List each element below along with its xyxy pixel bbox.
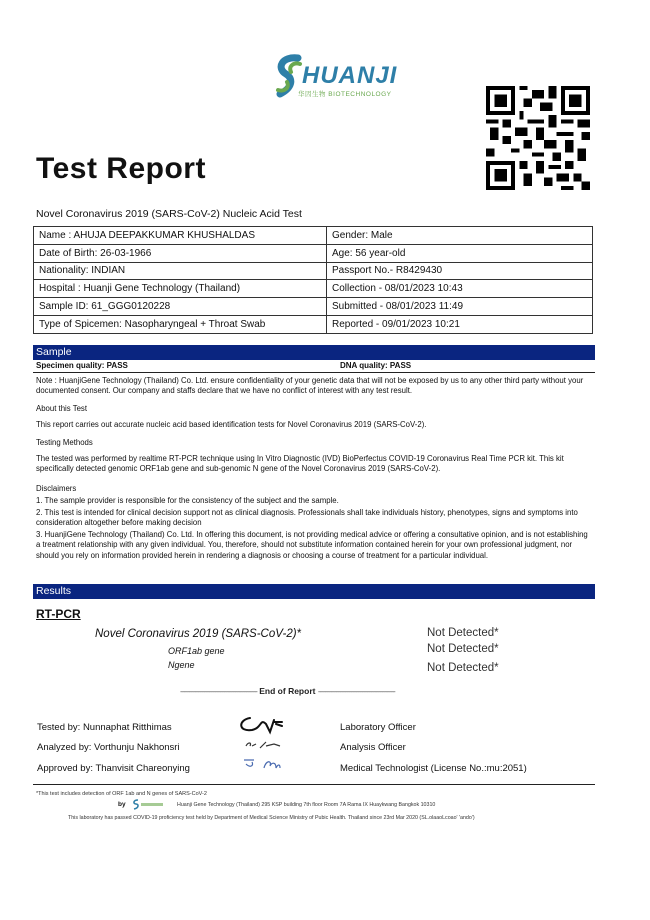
about-text: This report carries out accurate nucleic acid based identification tests for Novel Coronavirus 2019 (SARS-CoV-2). bbox=[36, 420, 427, 429]
result-value-n-gene: Not Detected* bbox=[427, 662, 499, 674]
huanji-mini-logo-icon bbox=[132, 799, 166, 810]
specimen-quality: Specimen quality: PASS bbox=[36, 361, 128, 370]
result-name-sars-cov-2: Novel Coronavirus 2019 (SARS-CoV-2)* bbox=[95, 628, 302, 640]
test-subtitle: Novel Coronavirus 2019 (SARS-CoV-2) Nucleic Acid Test bbox=[36, 208, 302, 220]
result-value-sars-cov-2: Not Detected* bbox=[427, 627, 499, 639]
result-name-orf1ab: ORF1ab gene bbox=[168, 646, 225, 656]
about-heading: About this Test bbox=[36, 404, 87, 413]
footer-by: by bbox=[118, 801, 126, 808]
tested-by: Tested by: Nunnaphat Ritthimas bbox=[37, 722, 172, 733]
method-heading: RT-PCR bbox=[36, 607, 81, 621]
brand-subtitle: 华因生物 BIOTECHNOLOGY bbox=[298, 91, 392, 98]
disclaimer-2: 2. This test is intended for clinical decision support not as clinical diagnosis. Professionals shall take individuals history, phenotypes, signs and symptoms into consideration altogether before making decision bbox=[36, 508, 578, 528]
table-row bbox=[34, 298, 593, 316]
table-row bbox=[34, 227, 593, 245]
gender: Gender: Male bbox=[327, 227, 593, 245]
quality-row bbox=[36, 361, 592, 370]
patient-name: Name : AHUJA DEEPAKKUMAR KHUSHALDAS bbox=[34, 227, 327, 245]
table-row bbox=[34, 262, 593, 280]
confidentiality-note: Note : HuanjiGene Technology (Thailand) Co. Ltd. ensure confidentiality of your genetic data that will not be exposed by us to any other third party without your documented consent. Our company and staffs declare that we have no conflict of interest with any test result. bbox=[36, 376, 584, 396]
end-of-report-label: End of Report bbox=[259, 686, 316, 696]
nationality: Nationality: INDIAN bbox=[34, 262, 327, 280]
signatures-icon bbox=[236, 712, 306, 778]
passport-number: Passport No.- R8429430 bbox=[327, 262, 593, 280]
submitted-time: Submitted - 08/01/2023 11:49 bbox=[327, 298, 593, 316]
huanji-logo bbox=[272, 54, 422, 102]
patient-info-table bbox=[33, 226, 593, 334]
age: Age: 56 year-old bbox=[327, 244, 593, 262]
qr-code-icon bbox=[486, 86, 590, 190]
disclaimer-1: 1. The sample provider is responsible for the consistency of the subject and the sample. bbox=[36, 496, 339, 505]
hospital: Hospital : Huanji Gene Technology (Thailand) bbox=[34, 280, 327, 298]
sample-id: Sample ID: 61_GGG0120228 bbox=[34, 298, 327, 316]
date-of-birth: Date of Birth: 26-03-1966 bbox=[34, 244, 327, 262]
table-row bbox=[34, 280, 593, 298]
divider bbox=[33, 372, 595, 373]
tested-by-role: Laboratory Officer bbox=[340, 722, 416, 733]
specimen-type: Type of Spicemen: Nasopharyngeal + Throat Swab bbox=[34, 315, 327, 333]
sample-section-header: Sample bbox=[33, 345, 595, 360]
results-section-header: Results bbox=[33, 584, 595, 599]
end-of-report: ------------------------------------------ End of Report ------------------------------------------ bbox=[180, 686, 395, 696]
analyzed-by-role: Analysis Officer bbox=[340, 742, 406, 753]
page-title: Test Report bbox=[36, 152, 206, 185]
methods-heading: Testing Methods bbox=[36, 438, 93, 447]
footer-lab-statement: This laboratory has passed COVID-19 proficiency test held by Department of Medical Science Ministry of Pubic Health. Thailand since 23rd Mar 2020 (SL.olaaoLcoao' 'ando') bbox=[68, 815, 475, 821]
approved-by-role: Medical Technologist (License No.:mu:2051) bbox=[340, 763, 527, 774]
result-name-n-gene: Ngene bbox=[168, 660, 195, 670]
footer-address: Huanji Gene Technology (Thailand) 295 KSP building 7th floor Room 7A Rama IX Huaykwang Bangkok 10310 bbox=[177, 802, 436, 808]
methods-text: The tested was performed by realtime RT-PCR technique using In Vitro Diagnostic (IVD) BioPerfectus COVID-19 Coronavirus Real Time PCR kit. This kit specifically detected genomic ORF1ab gene and sub-genomic N gene of the Novel Coronavirus 2019 (SARS-CoV-2). bbox=[36, 454, 564, 474]
reported-time: Reported - 09/01/2023 10:21 bbox=[327, 315, 593, 333]
approved-by: Approved by: Thanvisit Chareonying bbox=[37, 763, 190, 774]
collection-time: Collection - 08/01/2023 10:43 bbox=[327, 280, 593, 298]
table-row bbox=[34, 244, 593, 262]
disclaimers-heading: Disclaimers bbox=[36, 484, 77, 493]
dna-quality: DNA quality: PASS bbox=[340, 361, 412, 370]
table-row bbox=[34, 315, 593, 333]
footer-divider bbox=[33, 784, 595, 785]
result-value-orf1ab: Not Detected* bbox=[427, 643, 499, 655]
analyzed-by: Analyzed by: Vorthunju Nakhonsri bbox=[37, 742, 180, 753]
brand-name: HUANJI bbox=[302, 62, 398, 89]
footer-note: *This test includes detection of ORF 1ab and N genes of SARS-CoV-2 bbox=[36, 791, 207, 797]
disclaimer-3: 3. HuanjiGene Technology (Thailand) Co. Ltd. In offering this document, is not providing medical advice or offering a consultative opinion, and is not establishing a treatment relationship with any given individual. You, therefore, should not substitute information contained herein for your own professional judgment, nor should you rely on information provided herein in rendering a diagnosis or choosing a course of treatment for a particular individual. bbox=[36, 530, 588, 560]
